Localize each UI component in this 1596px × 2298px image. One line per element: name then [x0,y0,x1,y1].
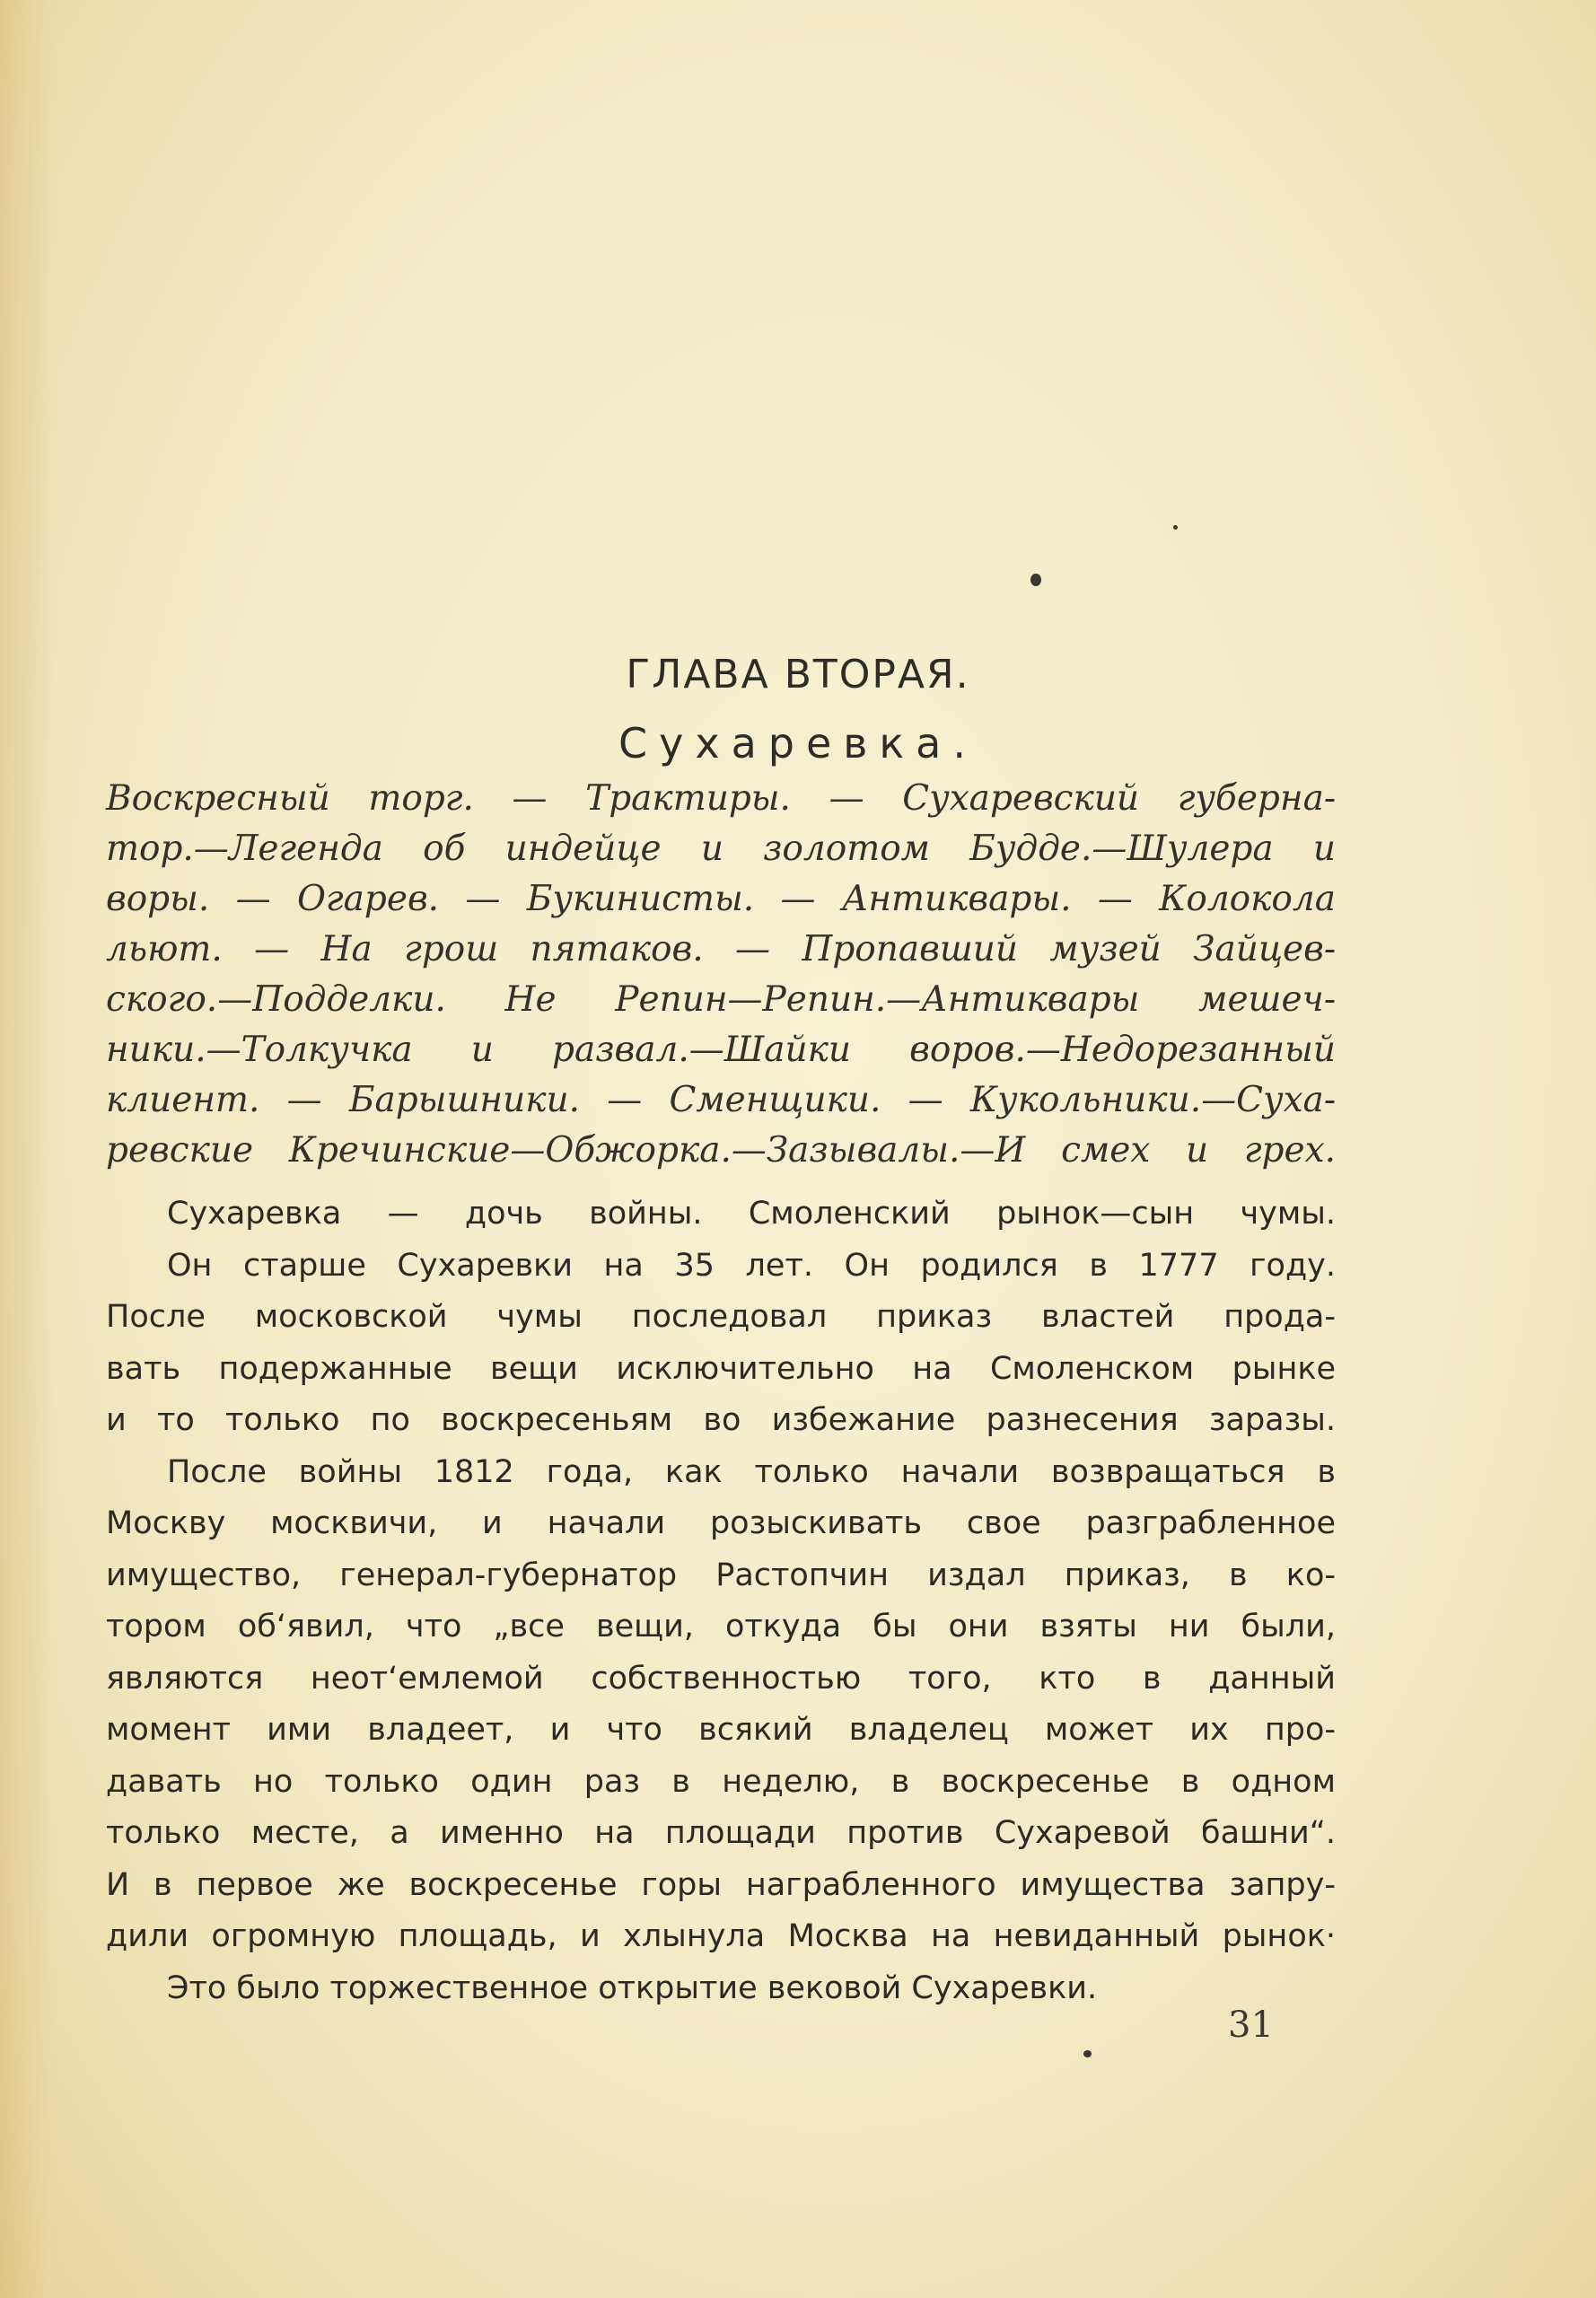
chapter-label: ГЛАВА ВТОРАЯ. [626,652,970,697]
body-line: После войны 1812 года, как только начали возвращаться в [167,1453,1336,1490]
body-line: только месте, а именно на площади против Сухаревой башни“. [106,1815,1336,1851]
body-text [106,1188,1336,2014]
body-line: Сухаревка — дочь войны. Смоленский рынок—сын чумы. [167,1196,1336,1232]
body-line: Москву москвичи, и начали розыскивать свое разграбленное [106,1505,1336,1541]
summary-line: тор.—Легенда об индейце и золотом Будде.—Шулера и [106,829,1336,869]
body-line: давать но только один раз в неделю, в воскресенье в одном [106,1763,1336,1800]
body-line: дили огромную площадь, и хлынула Москва на невиданный рынок· [106,1918,1336,1954]
summary-line: ревские Кречинские—Обжорка.—Зазывалы.—И смех и грех. [106,1130,1336,1171]
page-edge-shading [0,0,54,2298]
summary-line: клиент. — Барышники. — Сменщики. — Кукольники.—Суха- [106,1080,1336,1120]
body-line: являются неот‘емлемой собственностью того, кто в данный [106,1660,1336,1697]
page-number: 31 [1228,2004,1274,2046]
body-line: момент ими владеет, и что всякий владелец может их про- [106,1712,1336,1748]
body-line: После московской чумы последовал приказ властей прода- [106,1299,1336,1335]
body-line: Это было торжественное открытие вековой Сухаревки. [167,1969,1098,2006]
body-line: вать подержанные вещи исключительно на Смоленском рынке [106,1350,1336,1387]
body-line: Он старше Сухаревки на 35 лет. Он родился в 1777 году. [167,1247,1336,1284]
body-line: И в первое же воскресенье горы награбленного имущества запру- [106,1866,1336,1903]
summary-line: ского.—Подделки. Не Репин—Репин.—Антиквары мешеч- [106,979,1336,1020]
ink-speck [1030,574,1041,586]
summary-line: Воскресный торг. — Трактиры. — Сухаревский губерна- [106,778,1336,819]
summary-line: льют. — На грош пятаков. — Пропавший музей Зайцев- [106,929,1336,969]
summary-line: воры. — Огарев. — Букинисты. — Антиквары. — Колокола [106,879,1336,919]
ink-speck [1173,525,1178,530]
body-line: имущество, генерал-губернатор Растопчин издал приказ, в ко- [106,1557,1336,1593]
body-line: и то только по воскресеньям во избежание разнесения заразы. [106,1402,1336,1438]
summary-line: ники.—Толкучка и развал.—Шайки воров.—Недорезанный [106,1030,1336,1070]
chapter-title: Сухаревка. [618,719,978,767]
ink-speck [1083,2050,1092,2057]
body-line: тором об‘явил, что „все вещи, откуда бы они взяты ни были, [106,1609,1336,1645]
chapter-summary [106,774,1336,1176]
